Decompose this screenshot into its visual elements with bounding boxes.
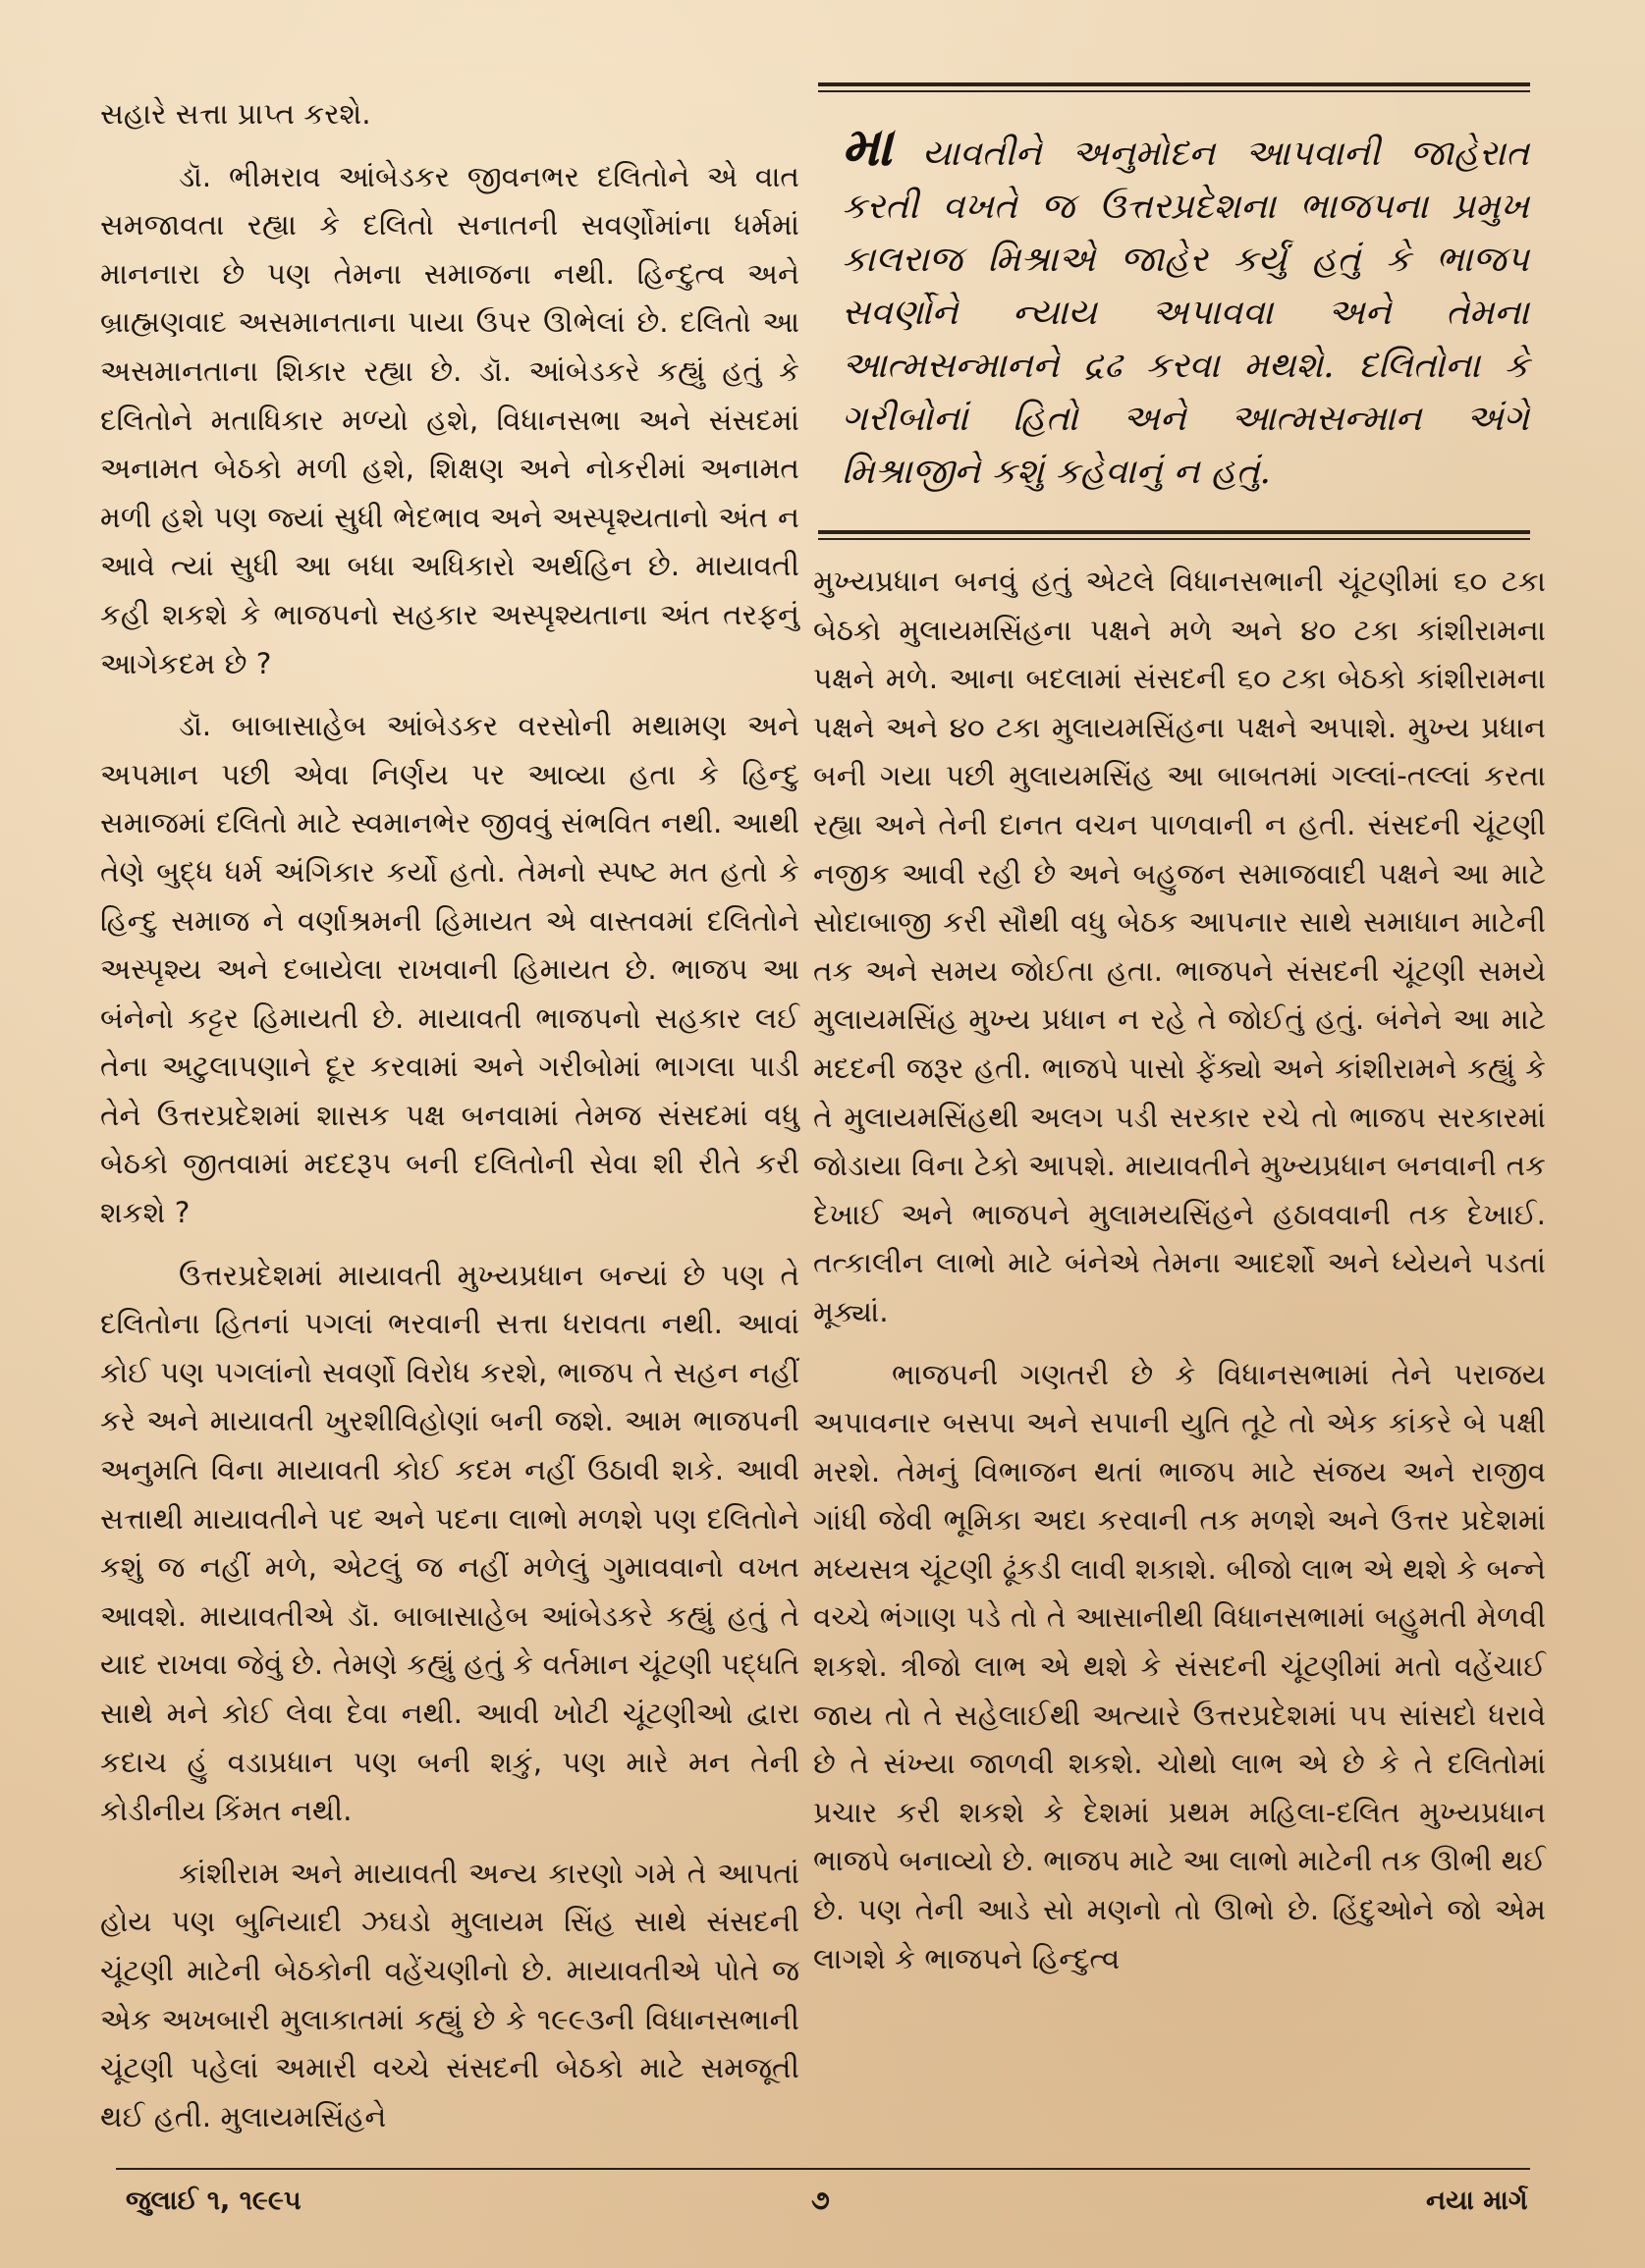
box-bottom-rule-thin [818,538,1530,540]
left-paragraph: ડૉ. ભીમરાવ આંબેડકર જીવનભર દલિતોને એ વાત સમજાવતા રહ્યા કે દલિતો સનાતની સવર્ણોમાંના ધર્મમાં માનનારા છે પણ તેમના સમાજના નથી. હિન્દુત્વ અને બ્રાહ્મણવાદ અસમાનતાના પાયા ઉપર ઊભેલાં છે. દલિતો આ અસમાનતાના શિકાર રહ્યા છે. ડૉ. આંબેડકરે કહ્યું હતું કે દલિતોને મતાધિકાર મળ્યો હશે, વિધાનસભા અને સંસદમાં અનામત બેઠકો મળી હશે, શિક્ષણ અને નોકરીમાં અનામત મળી હશે પણ જ્યાં સુધી ભેદભાવ અને અસ્પૃશ્યતાનો અંત ન આવે ત્યાં સુધી આ બધા અધિકારો અર્થહિન છે. માયાવતી કહી શકશે કે ભાજપનો સહકાર અસ્પૃશ્યતાના અંત તરફનું આગેકદમ છે ? [100,159,799,680]
right-paragraph: ભાજપની ગણતરી છે કે વિધાનસભામાં તેને પરાજય અપાવનાર બસપા અને સપાની યુતિ તૂટે તો એક કાંકરે બે પક્ષી મરશે. તેમનું વિભાજન થતાં ભાજપ માટે સંજય અને રાજીવ ગાંધી જેવી ભૂમિકા અદા કરવાની તક મળશે અને ઉત્તર પ્રદેશમાં મધ્યસત્ર ચૂંટણી ઢૂંકડી લાવી શકાશે. બીજો લાભ એ થશે કે બન્ને વચ્ચે ભંગાણ પડે તો તે આસાનીથી વિધાનસભામાં બહુમતી મેળવી શકશે. ત્રીજો લાભ એ થશે કે સંસદની ચૂંટણીમાં મતો વહેંચાઈ જાય તો તે સહેલાઈથી અત્યારે ઉત્તરપ્રદેશમાં ૫૫ સાંસદો ધરાવે છે તે સંખ્યા જાળવી શકશે. ચોથો લાભ એ છે કે તે દલિતોમાં પ્રચાર કરી શકશે કે દેશમાં પ્રથમ મહિલા-દલિત મુખ્યપ્રધાન ભાજપે બનાવ્યો છે. ભાજપ માટે આ લાભો માટેની તક ઊભી થઈ છે. પણ તેની આડે સો મણનો તો ઊભો છે. હિંદુઓને જો એમ લાગશે કે ભાજપને હિન્દુત્વ [813,1357,1546,1975]
box-top-rule [818,82,1530,86]
boxed-quote-text [842,115,1529,499]
boxed-quote [818,98,1530,530]
footer-publication-name: નયા માર્ગ [1426,2186,1528,2216]
left-paragraph-continuation: સહારે સત્તા પ્રાપ્ત કરશે. [100,97,371,131]
boxed-quote-body: યાવતીને અનુમોદન આપવાની જાહેરાત કરતી વખતે જ ઉત્તરપ્રદેશના ભાજપના પ્રમુખ કાલરાજ મિશ્રાએ જાહેર કર્યું હતું કે ભાજપ સવર્ણોને ન્યાય અપાવવા અને તેમના આત્મસન્માનને દ્રઢ કરવા મથશે. દલિતોના કે ગરીબોનાં હિતો અને આત્મસન્માન અંગે મિશ્રાજીને કશું કહેવાનું ન હતું. [842,134,1529,492]
boxed-quote-dropcap: મા [842,115,893,178]
left-paragraph: ઉત્તરપ્રદેશમાં માયાવતી મુખ્યપ્રધાન બન્યાં છે પણ તે દલિતોના હિતનાં પગલાં ભરવાની સત્તા ધરાવતા નથી. આવાં કોઈ પણ પગલાંનો સવર્ણો વિરોધ કરશે, ભાજપ તે સહન નહીં કરે અને માયાવતી ખુરશીવિહોણાં બની જશે. આમ ભાજપની અનુમતિ વિના માયાવતી કોઈ કદમ નહીં ઉઠાવી શકે. આવી સત્તાથી માયાવતીને પદ અને પદના લાભો મળશે પણ દલિતોને કશું જ નહીં મળે, એટલું જ નહીં મળેલું ગુમાવવાનો વખત આવશે. માયાવતીએ ડૉ. બાબાસાહેબ આંબેડકરે કહ્યું હતું તે યાદ રાખવા જેવું છે. તેમણે કહ્યું હતું કે વર્તમાન ચૂંટણી પદ્ધતિ સાથે મને કોઈ લેવા દેવા નથી. આવી ખોટી ચૂંટણીઓ દ્વારા કદાચ હું વડાપ્રધાન પણ બની શકું, પણ મારે મન તેની કોડીનીય કિંમત નથી. [100,1258,799,1828]
box-top-rule-thin [818,90,1530,92]
box-bottom-rule [818,530,1530,534]
left-paragraph: ડૉ. બાબાસાહેબ આંબેડકર વરસોની મથામણ અને અપમાન પછી એવા નિર્ણય પર આવ્યા હતા કે હિન્દુ સમાજમાં દલિતો માટે સ્વમાનભેર જીવવું સંભવિત નથી. આથી તેણે બુદ્ધ ધર્મ અંગિકાર કર્યો હતો. તેમનો સ્પષ્ટ મત હતો કે હિન્દુ સમાજ ને વર્ણાશ્રમની હિમાયત એ વાસ્તવમાં દલિતોને અસ્પૃશ્ય અને દબાયેલા રાખવાની હિમાયત છે. ભાજપ આ બંનેનો કટ્ટર હિમાયતી છે. માયાવતી ભાજપનો સહકાર લઈ તેના અટુલાપણાને દૂર કરવામાં અને ગરીબોમાં ભાગલા પાડી તેને ઉત્તરપ્રદેશમાં શાસક પક્ષ બનવામાં તેમજ સંસદમાં વધુ બેઠકો જીતવામાં મદદરૂપ બની દલિતોની સેવા શી રીતે કરી શકશે ? [100,709,799,1230]
footer-page-number: ૭ [811,2186,830,2216]
footer-date: જુલાઈ ૧, ૧૯૯૫ [126,2186,302,2216]
footer-rule [116,2168,1530,2170]
left-paragraph: કાંશીરામ અને માયાવતી અન્ય કારણો ગમે તે આપતાં હોય પણ બુનિયાદી ઝઘડો મુલાયમ સિંહ સાથે સંસદની ચૂંટણી માટેની બેઠકોની વહેંચણીનો છે. માયાવતીએ પોતે જ એક અખબારી મુલાકાતમાં કહ્યું છે કે ૧૯૯૩ની વિધાનસભાની ચૂંટણી પહેલાં અમારી વચ્ચે સંસદની બેઠકો માટે સમજૂતી થઈ હતી. મુલાયમસિંહને [100,1856,799,2133]
left-column [100,90,799,2141]
right-column [813,558,1546,1983]
column-divider [803,90,805,2162]
right-paragraph-continuation: મુખ્યપ્રધાન બનવું હતું એટલે વિધાનસભાની ચૂંટણીમાં ૬૦ ટકા બેઠકો મુલાયમસિંહના પક્ષને મળે અને ૪૦ ટકા કાંશીરામના પક્ષને મળે. આના બદલામાં સંસદની ૬૦ ટકા બેઠકો કાંશીરામના પક્ષને અને ૪૦ ટકા મુલાયમસિંહના પક્ષને અપાશે. મુખ્ય પ્રધાન બની ગયા પછી મુલાયમસિંહ આ બાબતમાં ગલ્લાં-તલ્લાં કરતા રહ્યા અને તેની દાનત વચન પાળવાની ન હતી. સંસદની ચૂંટણી નજીક આવી રહી છે અને બહુજન સમાજવાદી પક્ષને આ માટે સોદાબાજી કરી સૌથી વધુ બેઠક આપનાર સાથે સમાધાન માટેની તક અને સમય જોઈતા હતા. ભાજપને સંસદની ચૂંટણી સમયે મુલાયમસિંહ મુખ્ય પ્રધાન ન રહે તે જોઈતું હતું. બંનેને આ માટે મદદની જરૂર હતી. ભાજપે પાસો ફેંક્યો અને કાંશીરામને કહ્યું કે તે મુલાયમસિંહથી અલગ પડી સરકાર રચે તો ભાજપ સરકારમાં જોડાયા વિના ટેકો આપશે. માયાવતીને મુખ્યપ્રધાન બનવાની તક દેખાઈ અને ભાજપને મુલામયસિંહને હઠાવવાની તક દેખાઈ. તત્કાલીન લાભો માટે બંનેએ તેમના આદર્શો અને ધ્યેયને પડતાં મૂક્યાં. [813,565,1546,1328]
